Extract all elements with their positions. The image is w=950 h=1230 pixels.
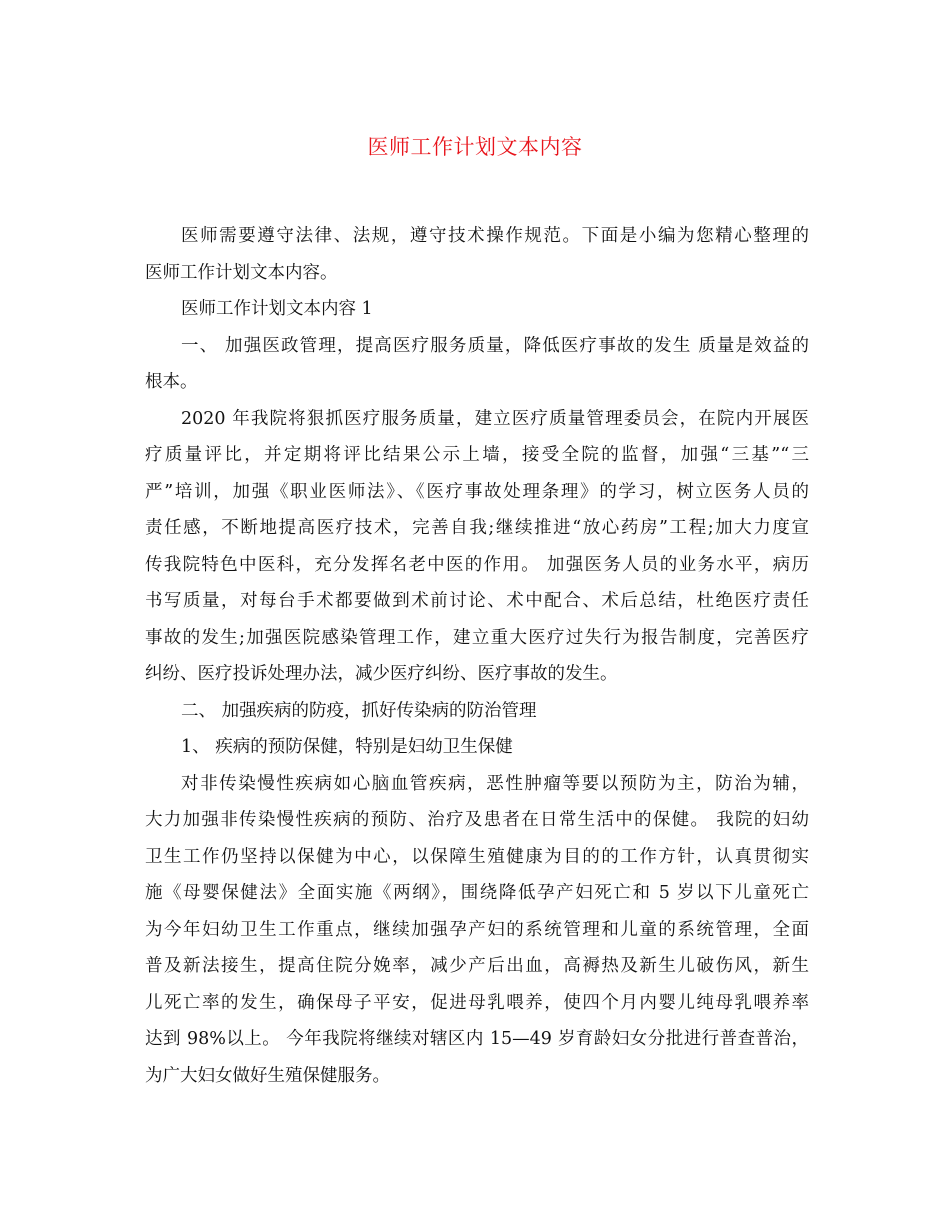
body-line: 严”培训，加强《职业医师法》、《医疗事故处理条理》的学习，树立医务人员的: [145, 481, 809, 502]
body-line: 卫生工作仍坚持以保健为中心，以保障生殖健康为目的的工作方针，认真贯彻实: [145, 846, 809, 867]
body-line: 儿死亡率的发生，确保母子平安，促进母乳喂养，使四个月内婴儿纯母乳喂养率: [145, 992, 809, 1013]
body-line: 疗质量评比，并定期将评比结果公示上墙，接受全院的监督，加强“三基”“三: [145, 445, 809, 465]
body-line: 1、 疾病的预防保健，特别是妇幼卫生保健: [181, 737, 513, 757]
body-line: 为今年妇幼卫生工作重点，继续加强孕产妇的系统管理和儿童的系统管理，全面: [145, 919, 809, 940]
body-line: 医师工作计划文本内容。: [145, 262, 338, 283]
body-line: 医师工作计划文本内容 1: [181, 299, 373, 319]
body-line: 责任感，不断地提高医疗技术，完善自我;继续推进“放心药房”工程;加大力度宣: [145, 518, 809, 538]
body-line: 2020 年我院将狠抓医疗服务质量，建立医疗质量管理委员会，在院内开展医: [181, 408, 809, 429]
body-line: 施《母婴保健法》全面实施《两纲》，围绕降低孕产妇死亡和 5 岁以下儿童死亡: [145, 883, 809, 903]
body-line: 传我院特色中医科，充分发挥名老中医的作用。 加强医务人员的业务水平，病历: [145, 554, 809, 575]
document-title: 医师工作计划文本内容: [367, 135, 583, 159]
body-line: 一、 加强医政管理，提高医疗服务质量，降低医疗事故的发生 质量是效益的: [181, 335, 809, 356]
body-line: 事故的发生;加强医院感染管理工作，建立重大医疗过失行为报告制度，完善医疗: [145, 627, 809, 648]
body-line: 书写质量，对每台手术都要做到术前讨论、术中配合、术后总结，杜绝医疗责任: [145, 591, 809, 611]
body-line: 对非传染慢性疾病如心脑血管疾病，恶性肿瘤等要以预防为主，防治为辅，: [181, 773, 809, 794]
document-body: [145, 218, 809, 1094]
body-line: 医师需要遵守法律、法规，遵守技术操作规范。下面是小编为您精心整理的: [181, 226, 809, 246]
body-line: 纠纷、医疗投诉处理办法，减少医疗纠纷、医疗事故的发生。: [145, 664, 618, 684]
body-line: 普及新法接生，提高住院分娩率，减少产后出血，高褥热及新生儿破伤风，新生: [145, 956, 809, 976]
body-line: 达到 98%以上。 今年我院将继续对辖区内 15—49 岁育龄妇女分批进行普查普治，: [145, 1029, 809, 1049]
body-line: 大力加强非传染慢性疾病的预防、治疗及患者在日常生活中的保健。 我院的妇幼: [145, 810, 809, 830]
body-line: 根本。: [145, 372, 198, 392]
body-line: 二、 加强疾病的防疫，抓好传染病的防治管理: [181, 700, 537, 721]
body-line: 为广大妇女做好生殖保健服务。: [145, 1065, 390, 1086]
